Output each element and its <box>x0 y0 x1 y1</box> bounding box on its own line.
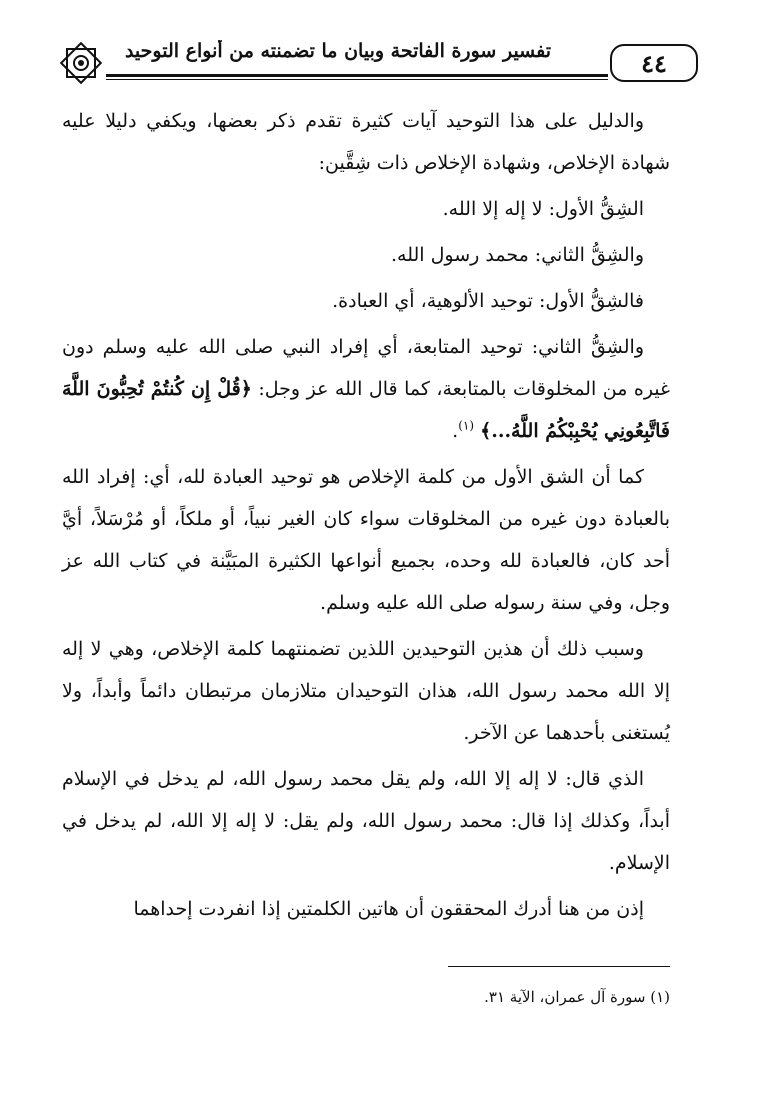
page-number: ٤٤ <box>610 44 698 82</box>
footnote: (١) سورة آل عمران، الآية ٣١. <box>484 988 670 1006</box>
paragraph: والدليل على هذا التوحيد آيات كثيرة تقدم ذكر بعضها، ويكفي دليلا عليه شهادة الإخلاص، وشهادة الإخلاص ذات شِقَّين: <box>62 110 670 174</box>
paragraph-with-quran-verse <box>62 326 670 452</box>
paragraph: والشِقُّ الثاني: محمد رسول الله. <box>390 244 644 266</box>
star-ornament-icon <box>58 40 104 86</box>
paragraph: الذي قال: لا إله إلا الله، ولم يقل محمد رسول الله، لم يدخل في الإسلام أبداً، وكذلك إذا قال: محمد رسول الله، ولم يقل: لا إله إلا الله، لم يدخل في الإسلام. <box>62 768 670 874</box>
footnote-reference: (١) <box>458 418 475 433</box>
paragraph-end: . <box>452 420 459 442</box>
paragraph: فالشِقُّ الأول: توحيد الألوهية، أي العبادة. <box>332 290 644 312</box>
paragraph: وسبب ذلك أن هذين التوحيدين اللذين تضمنتهما كلمة الإخلاص، وهي لا إله إلا الله محمد رسول الله، هذان التوحيدان متلازمان مرتبطان دائماً وأبداً، ولا يُستغنى بأحدهما عن الآخر. <box>62 638 670 744</box>
footnote-rule <box>448 966 670 967</box>
paragraph: كما أن الشق الأول من كلمة الإخلاص هو توحيد العبادة لله، أي: إفراد الله بالعبادة دون غيره من المخلوقات سواء كان الغير نبياً، أو ملكاً، أو مُرْسَلاً، أيَّ أحد كان، فالعبادة لله وحده، بجميع أنواعها الكثيرة المبَيَّنة في كتاب الله عز وجل، وفي سنة رسوله صلى الله عليه وسلم. <box>62 466 670 614</box>
paragraph-text: والشِقُّ الثاني: توحيد المتابعة، أي إفراد النبي صلى الله عليه وسلم دون غيره من المخلوقات بالمتابعة، كما قال الله عز وجل: <box>62 336 670 400</box>
quran-verse: ﴿قُلْ إِن كُنتُمْ تُحِبُّونَ اللَّهَ فَاتَّبِعُونِي يُحْبِبْكُمُ اللَّهُ...﴾ <box>62 378 670 442</box>
header-rule <box>106 74 608 80</box>
paragraph: إذن من هنا أدرك المحققون أن هاتين الكلمتين إذا انفردت إحداهما <box>133 898 644 920</box>
paragraph: الشِقُّ الأول: لا إله إلا الله. <box>442 198 644 220</box>
running-header-title: تفسير سورة الفاتحة وبيان ما تضمنته من أنواع التوحيد <box>124 40 552 62</box>
body-text <box>62 100 670 934</box>
page-header <box>58 38 708 90</box>
